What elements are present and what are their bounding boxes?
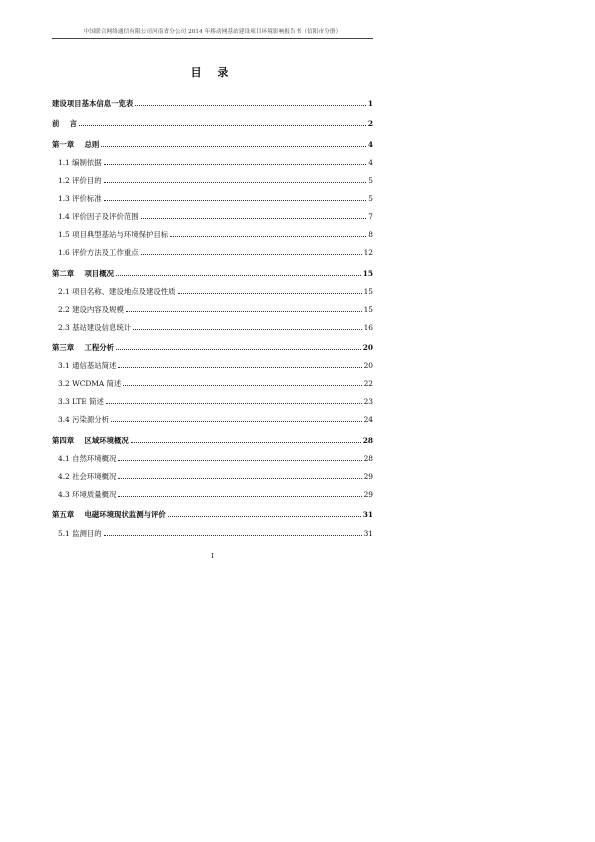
toc-entry-page: 29 bbox=[363, 490, 373, 499]
toc-section-entry[interactable] bbox=[52, 361, 373, 370]
toc-leader-dots bbox=[111, 420, 362, 422]
toc-entry-page: 15 bbox=[363, 287, 373, 296]
toc-leader-dots bbox=[123, 384, 361, 386]
toc-section-entry[interactable] bbox=[52, 472, 373, 481]
running-header: 中国联合网络通信有限公司河南省分公司 2014 年移动网基站建设项目环境影响报告书（信阳市分册） bbox=[52, 27, 373, 39]
toc-leader-dots bbox=[131, 441, 361, 443]
toc-entry-page: 31 bbox=[363, 529, 373, 538]
toc-leader-dots bbox=[118, 366, 361, 368]
toc-entry-page: 20 bbox=[363, 361, 373, 370]
toc-entry-page: 28 bbox=[363, 454, 373, 463]
toc-section-entry[interactable] bbox=[52, 248, 373, 257]
toc-entry-label: 2.3 基站建设信息统计 bbox=[58, 323, 132, 332]
toc-entry-page: 29 bbox=[363, 472, 373, 481]
toc-chapter-entry[interactable] bbox=[52, 510, 373, 519]
toc-section-entry[interactable] bbox=[52, 529, 373, 538]
toc-entry-label: 建设项目基本信息一览表 bbox=[52, 99, 134, 108]
toc-entry-page: 16 bbox=[363, 323, 373, 332]
toc-section-entry[interactable] bbox=[52, 230, 373, 239]
toc-entry-label: 1.2 评价目的 bbox=[58, 176, 102, 185]
toc-leader-dots bbox=[118, 495, 361, 497]
toc-entry-page: 12 bbox=[363, 248, 373, 257]
toc-entry-page: 24 bbox=[363, 415, 373, 424]
toc-chapter-entry[interactable] bbox=[52, 119, 373, 128]
toc-entry-page: 1 bbox=[367, 99, 373, 108]
toc-entry-label: 3.3 LTE 简述 bbox=[58, 397, 104, 406]
toc-entry-page: 15 bbox=[363, 305, 373, 314]
toc-leader-dots bbox=[104, 534, 362, 536]
toc-entry-label: 4.2 社会环境概况 bbox=[58, 472, 117, 481]
toc-entry-label: 3.2 WCDMA 简述 bbox=[58, 379, 122, 388]
toc-entry-label: 第三章 工程分析 bbox=[52, 343, 115, 352]
toc-entry-label: 第二章 项目概况 bbox=[52, 269, 115, 278]
toc-entry-label: 第五章 电磁环境现状监测与评价 bbox=[52, 510, 166, 519]
toc-leader-dots bbox=[118, 477, 361, 479]
toc-entry-label: 第四章 区域环境概况 bbox=[52, 436, 129, 445]
toc-chapter-entry[interactable] bbox=[52, 140, 373, 149]
toc-section-entry[interactable] bbox=[52, 490, 373, 499]
toc-entry-page: 5 bbox=[368, 194, 373, 203]
toc-entry-label: 2.2 建设内容及规模 bbox=[58, 305, 124, 314]
toc-leader-dots bbox=[168, 515, 361, 517]
toc-entry-label: 3.4 污染源分析 bbox=[58, 415, 110, 424]
toc-entry-page: 7 bbox=[368, 212, 373, 221]
toc-leader-dots bbox=[178, 292, 362, 294]
toc-entry-page: 4 bbox=[368, 158, 373, 167]
toc-entry-label: 4.1 自然环境概况 bbox=[58, 454, 117, 463]
toc-section-entry[interactable] bbox=[52, 454, 373, 463]
toc-entry-page: 31 bbox=[362, 510, 373, 519]
toc-section-entry[interactable] bbox=[52, 379, 373, 388]
toc-leader-dots bbox=[141, 253, 362, 255]
toc-chapter-entry[interactable] bbox=[52, 99, 373, 108]
toc-title: 目 录 bbox=[190, 66, 235, 79]
toc-section-entry[interactable] bbox=[52, 287, 373, 296]
toc-entry-label: 1.1 编制依据 bbox=[58, 158, 102, 167]
toc-entry-label: 1.6 评价方法及工作重点 bbox=[58, 248, 139, 257]
toc-leader-dots bbox=[141, 217, 367, 219]
toc-leader-dots bbox=[104, 163, 367, 165]
toc-entry-page: 28 bbox=[362, 436, 373, 445]
toc-entry-label: 1.3 评价标准 bbox=[58, 194, 102, 203]
toc-leader-dots bbox=[104, 199, 367, 201]
toc-entry-page: 8 bbox=[368, 230, 373, 239]
toc-chapter-entry[interactable] bbox=[52, 436, 373, 445]
toc-entry-label: 2.1 项目名称、建设地点及建设性质 bbox=[58, 287, 176, 296]
toc-leader-dots bbox=[106, 402, 362, 404]
toc-chapter-entry[interactable] bbox=[52, 269, 373, 278]
toc-entry-page: 2 bbox=[367, 119, 373, 128]
toc-leader-dots bbox=[101, 145, 366, 147]
toc-entry-label: 第一章 总则 bbox=[52, 140, 100, 149]
page-number: I bbox=[211, 552, 214, 560]
toc-leader-dots bbox=[104, 181, 367, 183]
toc-entry-label: 前 言 bbox=[52, 119, 78, 128]
toc-section-entry[interactable] bbox=[52, 305, 373, 314]
toc-entry-label: 1.5 项目典型基站与环境保护目标 bbox=[58, 230, 169, 239]
toc-leader-dots bbox=[116, 274, 361, 276]
toc-leader-dots bbox=[118, 459, 361, 461]
toc-entry-page: 4 bbox=[367, 140, 373, 149]
toc-section-entry[interactable] bbox=[52, 176, 373, 185]
toc-leader-dots bbox=[133, 328, 361, 330]
toc-entry-label: 3.1 通信基站简述 bbox=[58, 361, 117, 370]
toc-entry-label: 1.4 评价因子及评价范围 bbox=[58, 212, 139, 221]
toc-entry-page: 22 bbox=[363, 379, 373, 388]
toc-entry-label: 5.1 监测目的 bbox=[58, 529, 102, 538]
toc-entry-label: 4.3 环境质量概况 bbox=[58, 490, 117, 499]
toc-section-entry[interactable] bbox=[52, 323, 373, 332]
toc-leader-dots bbox=[79, 124, 366, 126]
toc-entry-page: 23 bbox=[363, 397, 373, 406]
toc-leader-dots bbox=[116, 348, 361, 350]
toc-entry-page: 20 bbox=[362, 343, 373, 352]
toc-section-entry[interactable] bbox=[52, 194, 373, 203]
toc-leader-dots bbox=[126, 310, 362, 312]
toc-entry-page: 5 bbox=[368, 176, 373, 185]
toc-chapter-entry[interactable] bbox=[52, 343, 373, 352]
toc-section-entry[interactable] bbox=[52, 158, 373, 167]
toc-entry-page: 15 bbox=[362, 269, 373, 278]
toc-section-entry[interactable] bbox=[52, 415, 373, 424]
toc-section-entry[interactable] bbox=[52, 212, 373, 221]
toc-leader-dots bbox=[135, 104, 366, 106]
toc-leader-dots bbox=[170, 235, 366, 237]
toc-section-entry[interactable] bbox=[52, 397, 373, 406]
